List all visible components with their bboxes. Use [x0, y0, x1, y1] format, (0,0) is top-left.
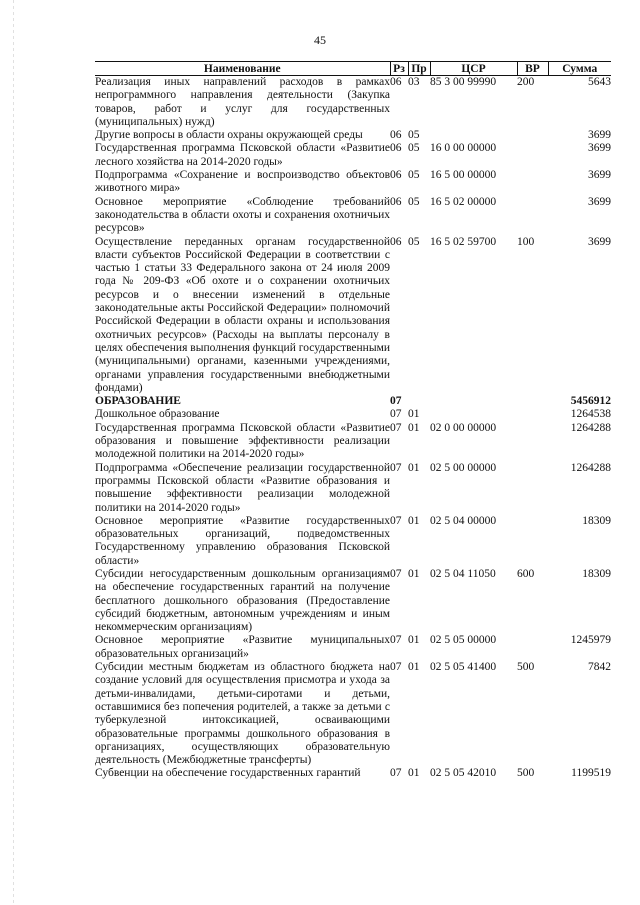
row-name: Другие вопросы в области охраны окружающей среды [95, 129, 363, 142]
header-rz: Рз [390, 62, 408, 76]
row-csr: 02 0 00 00000 [430, 421, 497, 434]
header-vr: ВР [517, 62, 548, 76]
table-row [95, 76, 611, 130]
row-vr [517, 515, 548, 568]
row-vr: 100 [517, 235, 535, 248]
row-rz: 07 [390, 421, 402, 434]
row-csr [430, 408, 517, 421]
row-pr: 05 [408, 195, 420, 208]
table-row [95, 515, 611, 568]
table-row [95, 142, 611, 169]
table-row [95, 634, 611, 661]
row-csr: 16 5 00 00000 [430, 169, 497, 182]
row-vr: 600 [517, 567, 535, 580]
row-name: ОБРАЗОВАНИЕ [95, 395, 181, 408]
table-row [95, 462, 611, 515]
row-rz: 07 [390, 661, 402, 674]
row-pr: 05 [408, 129, 420, 142]
row-pr: 01 [408, 661, 420, 674]
table-row [95, 422, 611, 462]
row-pr: 05 [408, 142, 420, 155]
row-pr: 03 [408, 76, 420, 88]
row-vr [517, 169, 548, 196]
table-row [95, 568, 611, 634]
row-name: Реализация иных направлений расходов в рамках непрограммного направления деятельности (Закупка товаров, работ и услуг для государственных (муниципальных) нужд) [95, 76, 390, 128]
row-name: Государственная программа Псковской области «Развитие лесного хозяйства на 2014-2020 годы» [95, 142, 390, 168]
row-rz: 07 [390, 634, 402, 647]
row-rz: 06 [390, 76, 402, 88]
row-sum: 3699 [588, 142, 611, 155]
table-row [95, 395, 611, 408]
row-vr [517, 129, 548, 142]
row-rz: 07 [390, 767, 402, 780]
table-row [95, 661, 611, 767]
table-row [95, 767, 611, 780]
row-csr: 02 5 05 00000 [430, 634, 497, 647]
row-sum: 1245979 [570, 634, 611, 647]
table-row [95, 196, 611, 236]
row-csr: 02 5 05 41400 [430, 661, 497, 674]
row-sum: 18309 [582, 514, 611, 527]
row-pr: 01 [408, 408, 420, 421]
row-name: Основное мероприятие «Развитие муниципальных образовательных организаций» [95, 634, 390, 660]
row-csr: 16 5 02 00000 [430, 195, 497, 208]
row-csr: 02 5 05 42010 [430, 767, 497, 780]
row-rz: 07 [390, 461, 402, 474]
row-name: Осуществление переданных органам государственной власти субъектов Российской Федерации в соответствии с частью 1 статьи 33 Федерального закона от 24 июля 2009 года № 209-ФЗ «Об охоте и о сохранении охотничьих ресурсов и о внесении изменений в отдельные законодательные акты Российской Федерации» полномочий Российской Федерации в области охраны и использования охотничьих ресурсов» (Расходы на выплаты персоналу в целях обеспечения выполнения функций государственными (муниципальными) органами, казенными учреждениями, органами управления государственными внебюджетными фондами) [95, 235, 390, 394]
row-csr: 02 5 04 00000 [430, 514, 497, 527]
header-name: Наименование [95, 62, 390, 76]
row-rz: 06 [390, 235, 402, 248]
row-sum: 5643 [588, 76, 611, 88]
row-rz: 07 [390, 408, 402, 421]
row-pr: 05 [408, 169, 420, 182]
row-name: Субсидии местным бюджетам из областного бюджета на создание условий для осуществления присмотра и ухода за детьми-инвалидами, детьми-сиротами и детьми, оставшимися без попечения родителей, а также за детьми с туберкулезной интоксикацией, осваивающими образовательные программы дошкольного образования в организациях, осуществляющих образовательную деятельность (Межбюджетные трансферты) [95, 661, 390, 767]
row-sum: 3699 [588, 195, 611, 208]
row-sum: 1199519 [571, 767, 611, 780]
row-pr: 01 [408, 514, 420, 527]
row-rz: 06 [390, 129, 402, 142]
row-sum: 18309 [582, 567, 611, 580]
row-name: Подпрограмма «Сохранение и воспроизводство объектов животного мира» [95, 169, 390, 195]
row-name: Основное мероприятие «Соблюдение требований законодательства в области охоты и сохранения охотничьих ресурсов» [95, 195, 390, 235]
row-sum: 7842 [588, 661, 611, 674]
row-sum: 5456912 [570, 395, 611, 408]
row-vr [517, 634, 548, 661]
row-csr: 85 3 00 99990 [430, 76, 497, 88]
row-pr: 01 [408, 634, 420, 647]
row-vr: 500 [517, 661, 535, 674]
row-sum: 1264538 [570, 408, 611, 421]
row-name: Дошкольное образование [95, 408, 220, 421]
header-pr: Пр [408, 62, 430, 76]
row-csr: 16 0 00 00000 [430, 142, 497, 155]
row-sum: 3699 [588, 235, 611, 248]
table-row [95, 129, 611, 142]
row-rz: 06 [390, 195, 402, 208]
row-pr [408, 395, 430, 408]
row-sum: 3699 [588, 169, 611, 182]
header-sum: Сумма [548, 62, 611, 76]
row-pr: 01 [408, 767, 420, 780]
table-row [95, 408, 611, 421]
row-pr: 01 [408, 421, 420, 434]
row-vr [517, 142, 548, 169]
row-name: Подпрограмма «Обеспечение реализации государственной программы Псковской области «Развитие образования и повышение эффективности реализации молодежной политики на 2014-2020 годы» [95, 461, 390, 514]
row-rz: 07 [390, 395, 402, 408]
table-body [95, 76, 611, 781]
row-name: Государственная программа Псковской области «Развитие образования и повышение эффективности реализации молодежной политики на 2014-2020 годы» [95, 421, 390, 461]
row-name: Субвенции на обеспечение государственных гарантий [95, 767, 361, 780]
row-csr: 16 5 02 59700 [430, 235, 497, 248]
row-vr [517, 395, 548, 408]
header-csr: ЦСР [430, 62, 517, 76]
row-rz: 06 [390, 142, 402, 155]
row-vr: 500 [517, 767, 535, 780]
page-number: 45 [314, 33, 326, 47]
row-rz: 07 [390, 514, 402, 527]
row-csr [430, 129, 517, 142]
table-header-row [95, 62, 611, 76]
budget-table [95, 61, 611, 781]
row-vr [517, 422, 548, 462]
row-sum: 1264288 [570, 421, 611, 434]
row-csr [430, 395, 517, 408]
row-csr: 02 5 04 11050 [430, 567, 496, 580]
table-row [95, 236, 611, 396]
row-pr: 01 [408, 567, 420, 580]
row-sum: 3699 [588, 129, 611, 142]
row-pr: 05 [408, 235, 420, 248]
row-pr: 01 [408, 461, 420, 474]
row-vr: 200 [517, 76, 535, 88]
row-vr [517, 408, 548, 421]
row-vr [517, 462, 548, 515]
scan-edge-line [13, 0, 14, 905]
row-vr [517, 196, 548, 236]
row-csr: 02 5 00 00000 [430, 461, 497, 474]
row-name: Субсидии негосударственным дошкольным организациям на обеспечение государственных гарантий на получение бесплатного дошкольного образования (Предоставление субсидий бюджетным, автономным учреждениям и иным некоммерческим организациям) [95, 567, 390, 634]
table-row [95, 169, 611, 196]
row-sum: 1264288 [570, 461, 611, 474]
row-rz: 07 [390, 567, 402, 580]
row-name: Основное мероприятие «Развитие государственных образовательных организаций, подведомственных Государственному управлению образования Псковской области» [95, 514, 390, 567]
row-rz: 06 [390, 169, 402, 182]
